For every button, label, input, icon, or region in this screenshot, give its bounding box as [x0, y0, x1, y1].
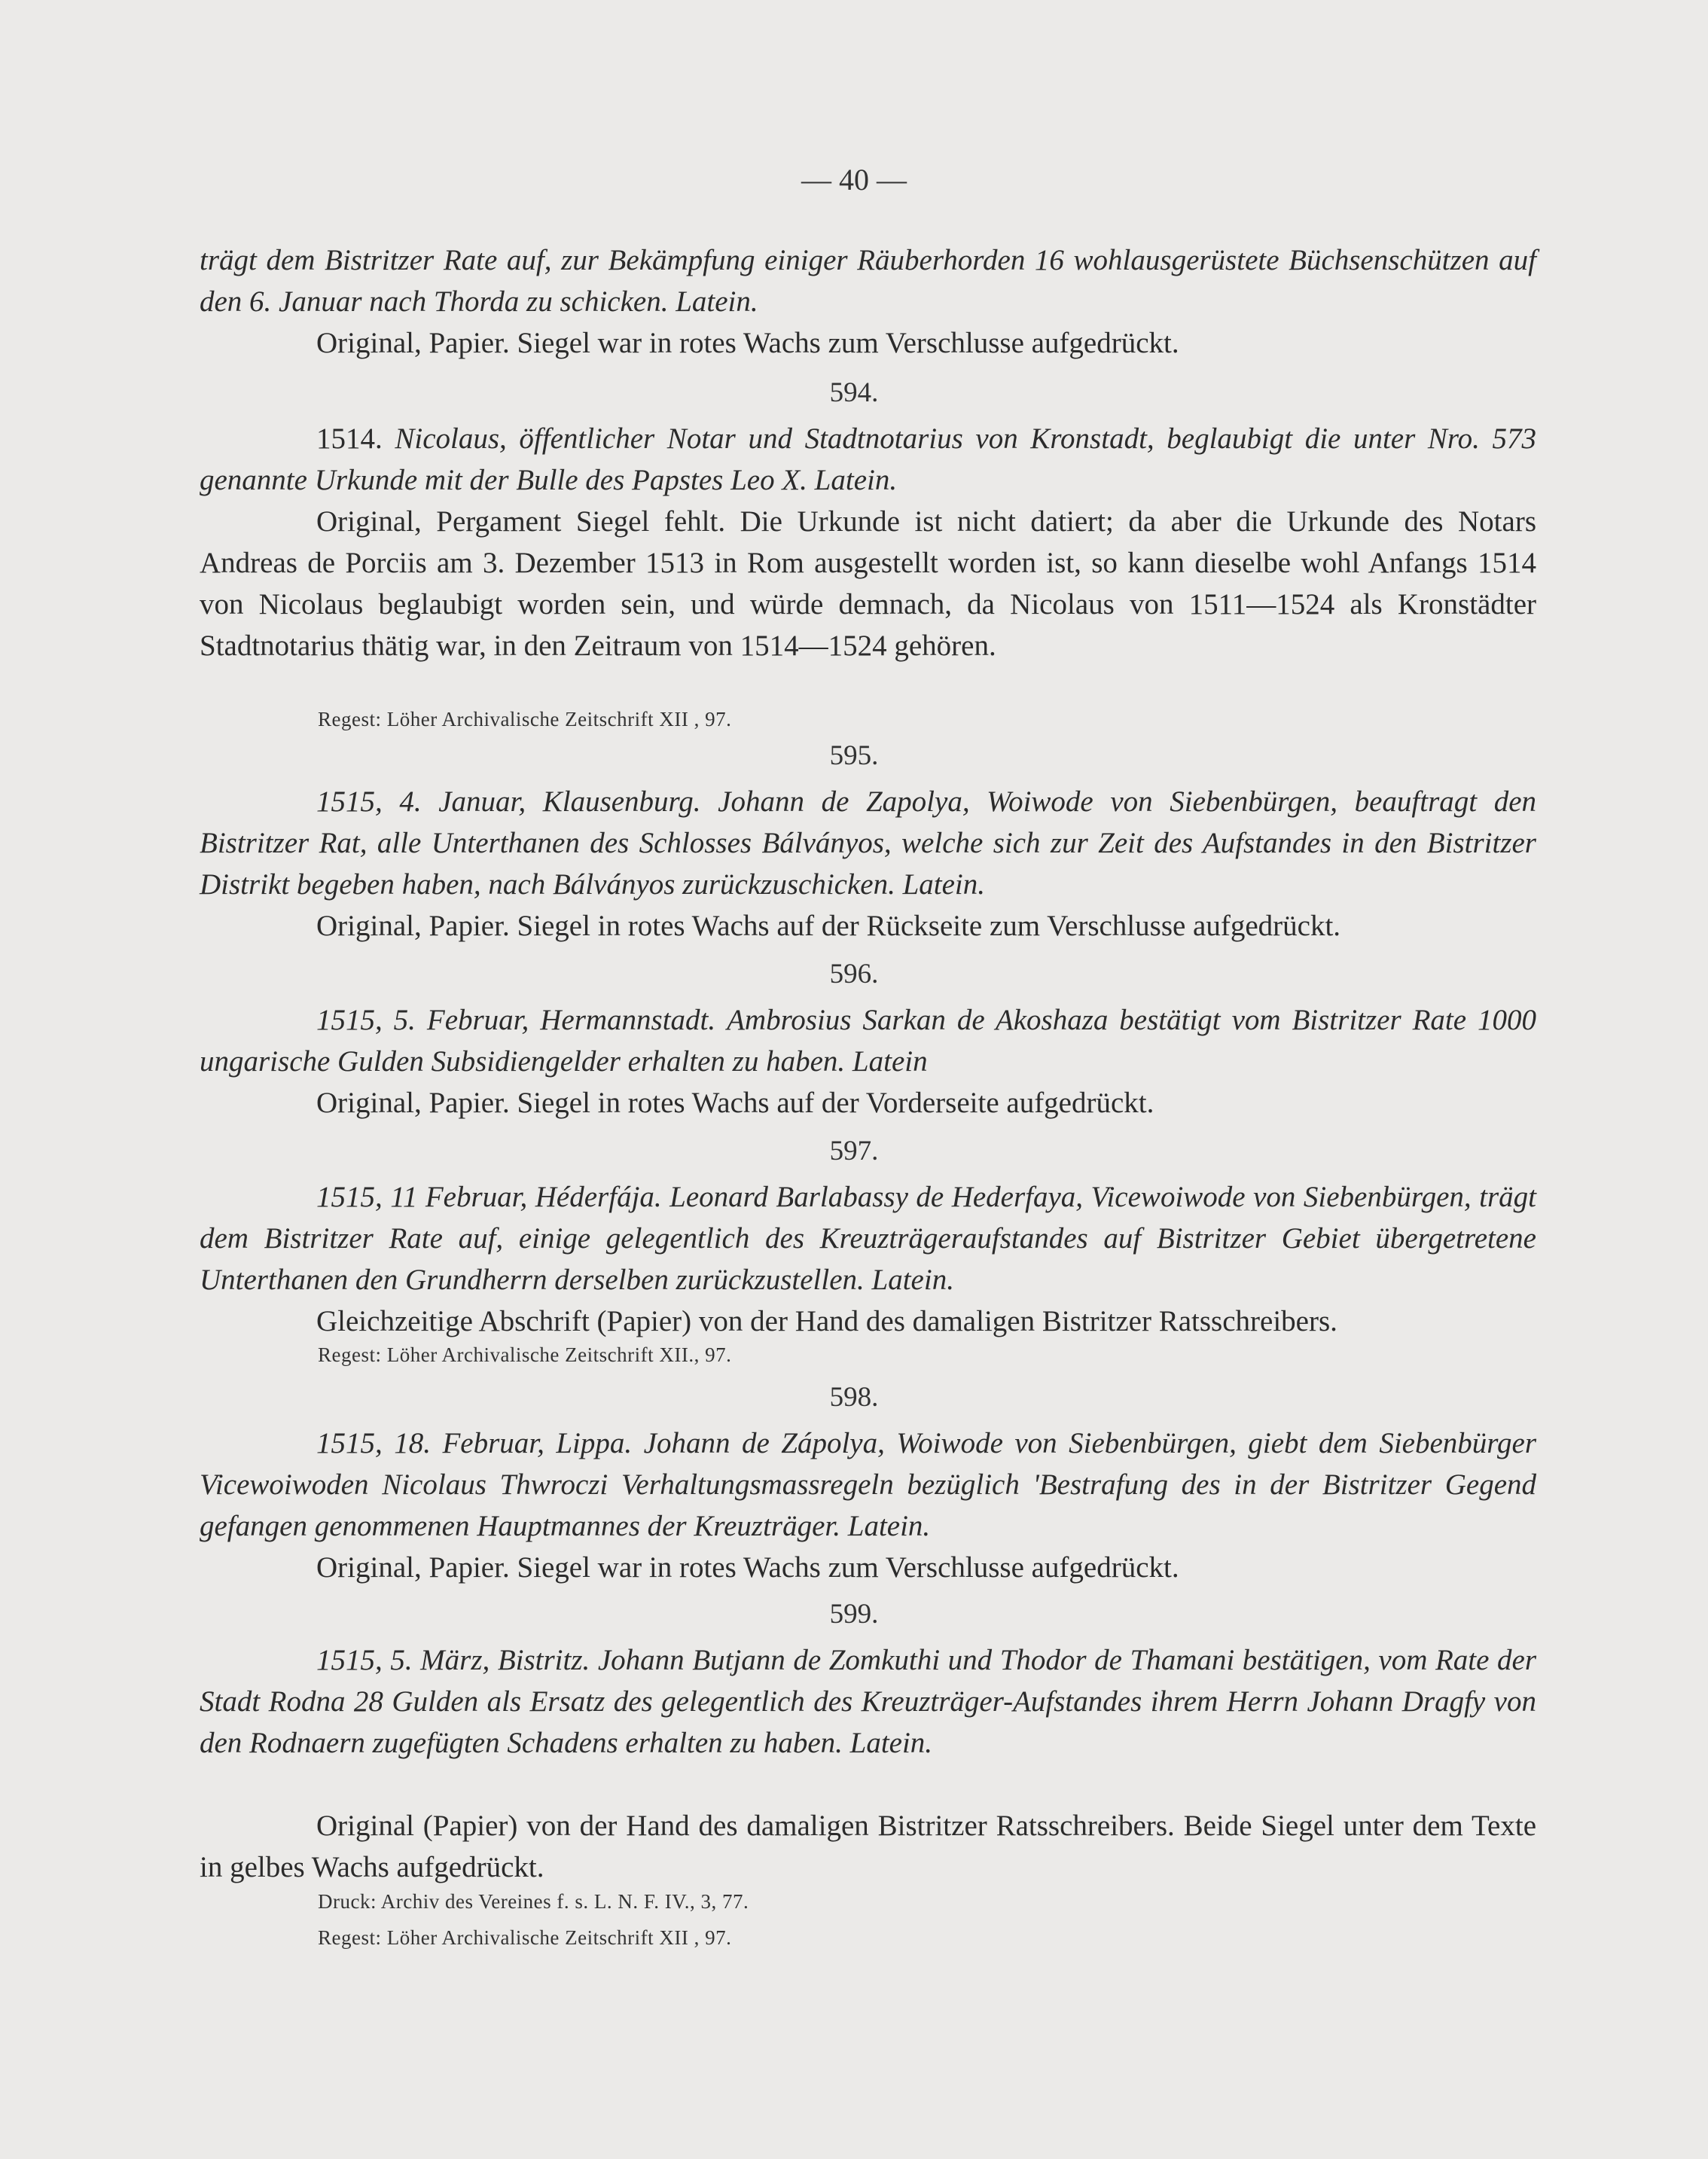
entry-note: Regest: Löher Archivalische Zeitschrift XII , 97. — [318, 1926, 732, 1949]
entry-date: 1515, 5. Februar, Hermannstadt. — [316, 1004, 716, 1036]
entry-abstract: Ambrosius Sarkan de Akoshaza bestätigt vom Bistritzer Rate 1000 ungarische Gulden Subsidiengelder erhalten zu haben. Latein — [200, 1004, 1536, 1078]
entry-number: 599. — [829, 1599, 879, 1630]
entry-abstract: Johann de Zápolya, Woiwode von Siebenbürgen, giebt dem Siebenbürger Vicewoiwoden Nicolaus Thwroczi Verhaltungsmassregeln bezüglich 'Bestrafung des in der Bistritzer Gegend gefangen genommenen Hauptmannes der Kreuzträger. Latein. — [200, 1427, 1536, 1542]
entry-number: 594. — [829, 377, 879, 408]
entry-abstract: Johann Butjann de Zomkuthi und Thodor de Thamani bestätigen, vom Rate der Stadt Rodna 28 Gulden als Ersatz des gelegentlich des Kreuzträger-Aufstandes ihrem Herrn Johann Dragfy von den Rodnaern zugefügten Schadens erhalten zu haben. Latein. — [200, 1644, 1536, 1759]
entry-note: Druck: Archiv des Vereines f. s. L. N. F. IV., 3, 77. — [318, 1890, 749, 1913]
entry-heading — [200, 1176, 1536, 1301]
entry-heading — [200, 418, 1536, 501]
intro-abstract: trägt dem Bistritzer Rate auf, zur Bekämpfung einiger Räuberhorden 16 wohlausgerüstete Büchsenschützen auf den 6. Januar nach Thorda zu schicken. Latein. — [200, 244, 1536, 318]
entry-source: Original, Pergament Siegel fehlt. Die Urkunde ist nicht datiert; da aber die Urkunde des Notars Andreas de Porciis am 3. Dezember 1513 in Rom ausgestellt worden ist, so kann dieselbe wohl Anfangs 1514 von Nicolaus beglaubigt worden sein, und würde demnach, da Nicolaus von 1511—1524 als Kronstädter Stadtnotarius thätig war, in den Zeitraum von 1514—1524 gehören. — [200, 505, 1536, 662]
entry-number: 595. — [829, 740, 879, 771]
entry-note: Regest: Löher Archivalische Zeitschrift XII., 97. — [318, 1343, 732, 1366]
entry-heading — [200, 1423, 1536, 1547]
entry-heading — [200, 1639, 1536, 1764]
entry-source: Original, Papier. Siegel in rotes Wachs auf der Vorderseite aufgedrückt. — [316, 1087, 1154, 1119]
entry-abstract: Leonard Barlabassy de Hederfaya, Vicewoiwode von Siebenbürgen, trägt dem Bistritzer Rate auf, einige gelegentlich des Kreuzträgeraufstandes auf Bistritzer Gebiet übergetretene Unterthanen den Grundherrn derselben zurückzustellen. Latein. — [200, 1181, 1537, 1296]
entry-date: 1515, 4. Januar, Klausenburg. — [316, 785, 701, 818]
entry-heading — [200, 781, 1536, 905]
entry-date: 1515, 11 Februar, Héderfája. — [316, 1181, 662, 1213]
entry-source: Original, Papier. Siegel in rotes Wachs auf der Rückseite zum Verschlusse aufgedrückt. — [316, 910, 1341, 942]
entry-date: 1514. — [316, 422, 383, 455]
intro-source: Original, Papier. Siegel war in rotes Wachs zum Verschlusse aufgedrückt. — [316, 327, 1179, 359]
entry-date: 1515, 5. März, Bistritz. — [316, 1644, 590, 1676]
entry-source: Original (Papier) von der Hand des damaligen Bistritzer Ratsschreibers. Beide Siegel unter dem Texte in gelbes Wachs aufgedrückt. — [200, 1810, 1536, 1883]
entry-number: 597. — [829, 1136, 879, 1166]
entry-source: Gleichzeitige Abschrift (Papier) von der Hand des damaligen Bistritzer Ratsschreibers. — [316, 1305, 1337, 1337]
entry-note: Regest: Löher Archivalische Zeitschrift XII , 97. — [318, 708, 732, 730]
entry-abstract: Nicolaus, öffentlicher Notar und Stadtnotarius von Kronstadt, beglaubigt die unter Nro. 573 genannte Urkunde mit der Bulle des Papstes Leo X. Latein. — [200, 422, 1537, 496]
entry-heading — [200, 999, 1536, 1082]
entry-abstract: Johann de Zapolya, Woiwode von Siebenbürgen, beauftragt den Bistritzer Rat, alle Unterthanen des Schlosses Bálványos, welche sich zur Zeit des Aufstandes in den Bistritzer Distrikt begeben haben, nach Bálványos zurückzuschicken. Latein. — [200, 785, 1537, 901]
entry-number: 598. — [829, 1382, 879, 1413]
entry-number: 596. — [829, 959, 879, 990]
entry-date: 1515, 18. Februar, Lippa. — [316, 1427, 633, 1459]
entry-source: Original, Papier. Siegel war in rotes Wachs zum Verschlusse aufgedrückt. — [316, 1551, 1179, 1584]
page-number: — 40 — — [801, 163, 907, 197]
